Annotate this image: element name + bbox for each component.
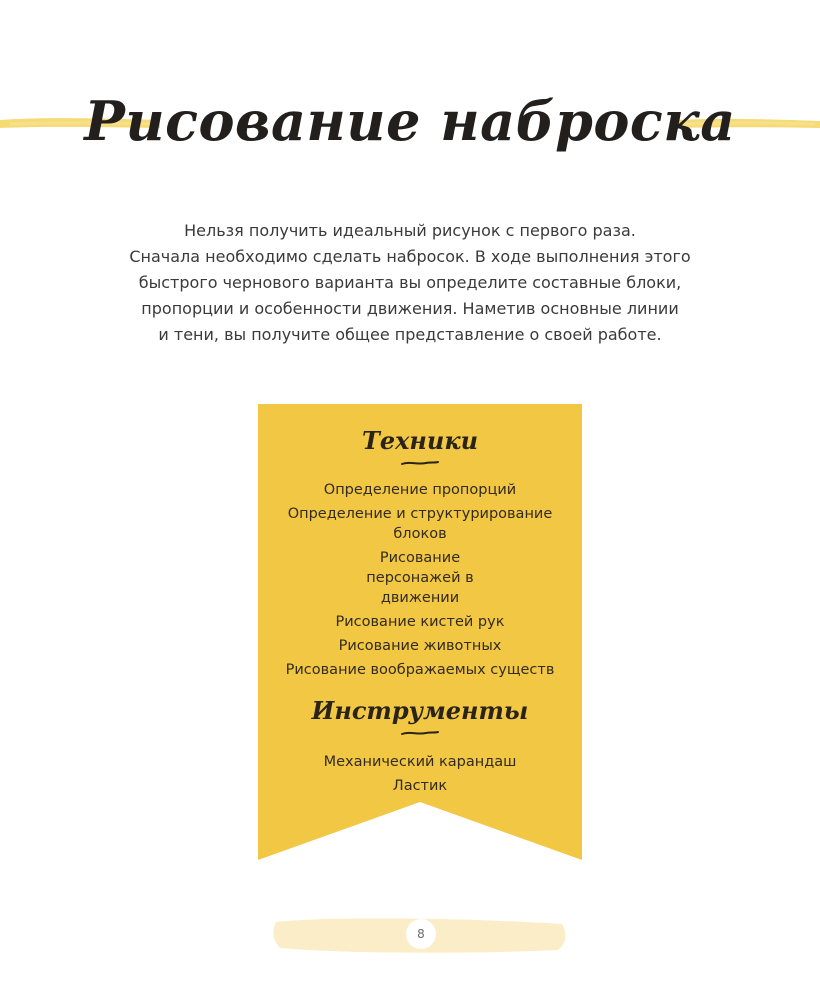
intro-line: быстрого чернового варианта вы определите составные блоки, — [138, 273, 682, 292]
tools-list — [258, 752, 582, 796]
page-footer — [270, 912, 570, 958]
techniques-heading: Техники — [361, 426, 479, 455]
page-title: Рисование наброска — [84, 89, 736, 153]
page-number: 8 — [406, 919, 436, 949]
list-item: Механический карандаш — [323, 754, 517, 770]
list-item: Ластик — [392, 778, 448, 794]
title-area — [0, 80, 820, 170]
intro-line: Нельзя получить идеальный рисунок с первого раза. — [184, 221, 636, 240]
banner-content — [258, 404, 582, 800]
tools-heading: Инструменты — [311, 696, 529, 725]
info-banner — [258, 404, 582, 860]
intro-line: Сначала необходимо сделать набросок. В ходе выполнения этого — [129, 247, 691, 266]
intro-paragraph — [110, 218, 710, 348]
intro-line: пропорции и особенности движения. Наметив основные линии — [141, 299, 679, 318]
list-item: Рисование животных — [338, 638, 502, 654]
swash-divider-icon — [400, 458, 440, 468]
list-item: Рисование воображаемых существ — [285, 662, 555, 678]
list-item: Определение пропорций — [323, 482, 517, 498]
list-item: Определение и структурирование блоков — [287, 506, 553, 542]
intro-line: и тени, вы получите общее представление о своей работе. — [158, 325, 662, 344]
swash-divider-icon — [400, 728, 440, 738]
list-item: Рисование кистей рук — [335, 614, 505, 630]
techniques-list — [258, 480, 582, 680]
list-item: Рисование персонажей в движении — [366, 550, 474, 606]
